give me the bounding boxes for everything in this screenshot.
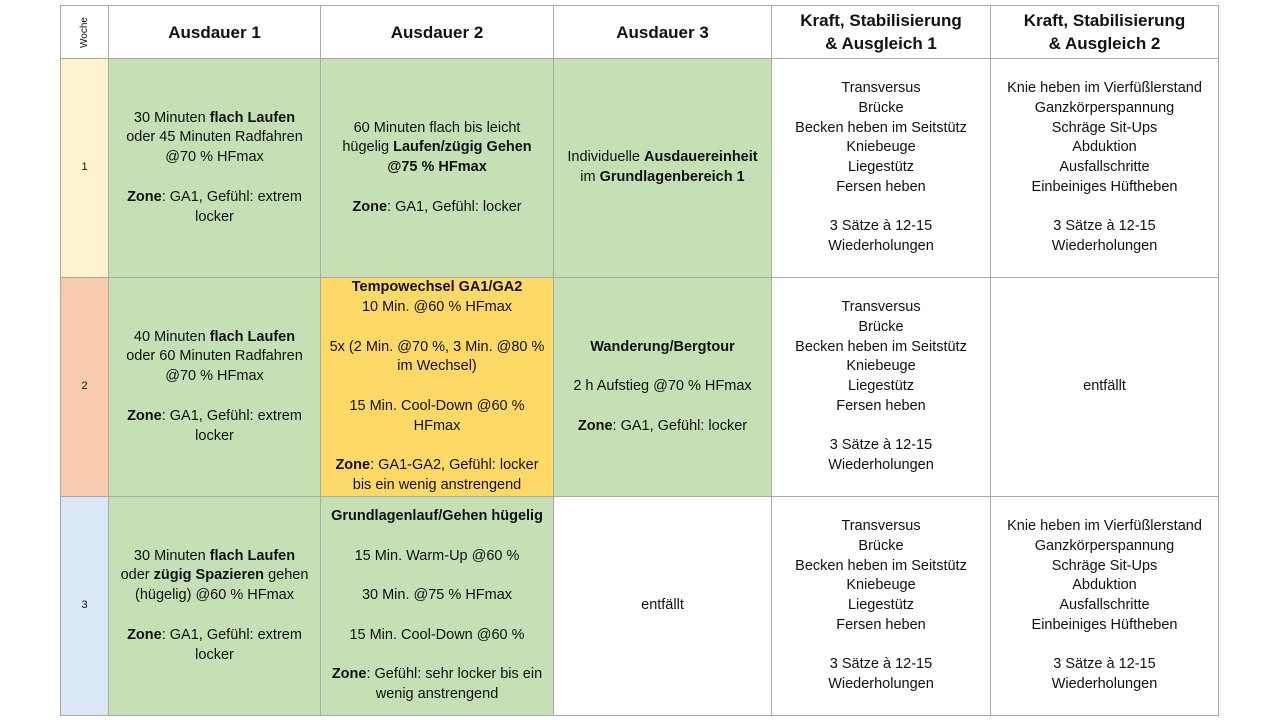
cell-kraft-1: Transversus Brücke Becken heben im Seitstütz Kniebeuge Liegestütz Fersen heben 3 Sätze à 12-15 Wiederholungen bbox=[772, 59, 991, 278]
table-row-week-2 bbox=[61, 278, 1219, 497]
cell-kraft-1: Transversus Brücke Becken heben im Seitstütz Kniebeuge Liegestütz Fersen heben 3 Sätze à 12-15 Wiederholungen bbox=[772, 497, 991, 716]
header-ausdauer-2: Ausdauer 2 bbox=[321, 6, 554, 59]
header-kraft-2: Kraft, Stabilisierung & Ausgleich 2 bbox=[991, 6, 1219, 59]
cell-ausdauer-1: 30 Minuten flach Laufen oder zügig Spazieren gehen (hügelig) @60 % HFmax Zone: GA1, Gefühl: extrem locker bbox=[109, 497, 321, 716]
cell-ausdauer-2: 60 Minuten flach bis leicht hügelig Laufen/zügig Gehen @75 % HFmax Zone: GA1, Gefühl: locker bbox=[321, 59, 554, 278]
table-row-week-1 bbox=[61, 59, 1219, 278]
table-row-week-3 bbox=[61, 497, 1219, 716]
week-number: 2 bbox=[61, 278, 109, 497]
cell-kraft-2: Knie heben im Vierfüßlerstand Ganzkörperspannung Schräge Sit-Ups Abduktion Ausfallschritte Einbeiniges Hüftheben 3 Sätze à 12-15 Wiederholungen bbox=[991, 497, 1219, 716]
cell-ausdauer-3: Individuelle Ausdauereinheit im Grundlagenbereich 1 bbox=[554, 59, 772, 278]
cell-ausdauer-3: Wanderung/Bergtour 2 h Aufstieg @70 % HFmax Zone: GA1, Gefühl: locker bbox=[554, 278, 772, 497]
cell-kraft-1: Transversus Brücke Becken heben im Seitstütz Kniebeuge Liegestütz Fersen heben 3 Sätze à 12-15 Wiederholungen bbox=[772, 278, 991, 497]
header-row bbox=[61, 6, 1219, 59]
header-ausdauer-3: Ausdauer 3 bbox=[554, 6, 772, 59]
week-number: 1 bbox=[61, 59, 109, 278]
header-kraft-1: Kraft, Stabilisierung & Ausgleich 1 bbox=[772, 6, 991, 59]
cell-ausdauer-2: Tempowechsel GA1/GA2 10 Min. @60 % HFmax 5x (2 Min. @70 %, 3 Min. @80 % im Wechsel) 15 Min. Cool-Down @60 % HFmax Zone: GA1-GA2, Gefühl: locker bis ein wenig anstrengend bbox=[321, 278, 554, 497]
cell-ausdauer-2: Grundlagenlauf/Gehen hügelig 15 Min. Warm-Up @60 % 30 Min. @75 % HFmax 15 Min. Cool-Down @60 % Zone: Gefühl: sehr locker bis ein wenig anstrengend bbox=[321, 497, 554, 716]
header-ausdauer-1: Ausdauer 1 bbox=[109, 6, 321, 59]
cell-ausdauer-1: 40 Minuten flach Laufen oder 60 Minuten Radfahren @70 % HFmax Zone: GA1, Gefühl: extrem locker bbox=[109, 278, 321, 497]
week-number: 3 bbox=[61, 497, 109, 716]
training-plan-table bbox=[60, 5, 1219, 716]
cell-kraft-2: entfällt bbox=[991, 278, 1219, 497]
header-week: Woche bbox=[61, 6, 109, 59]
cell-ausdauer-3: entfällt bbox=[554, 497, 772, 716]
cell-kraft-2: Knie heben im Vierfüßlerstand Ganzkörperspannung Schräge Sit-Ups Abduktion Ausfallschritte Einbeiniges Hüftheben 3 Sätze à 12-15 Wiederholungen bbox=[991, 59, 1219, 278]
cell-ausdauer-1: 30 Minuten flach Laufen oder 45 Minuten Radfahren @70 % HFmax Zone: GA1, Gefühl: extrem locker bbox=[109, 59, 321, 278]
